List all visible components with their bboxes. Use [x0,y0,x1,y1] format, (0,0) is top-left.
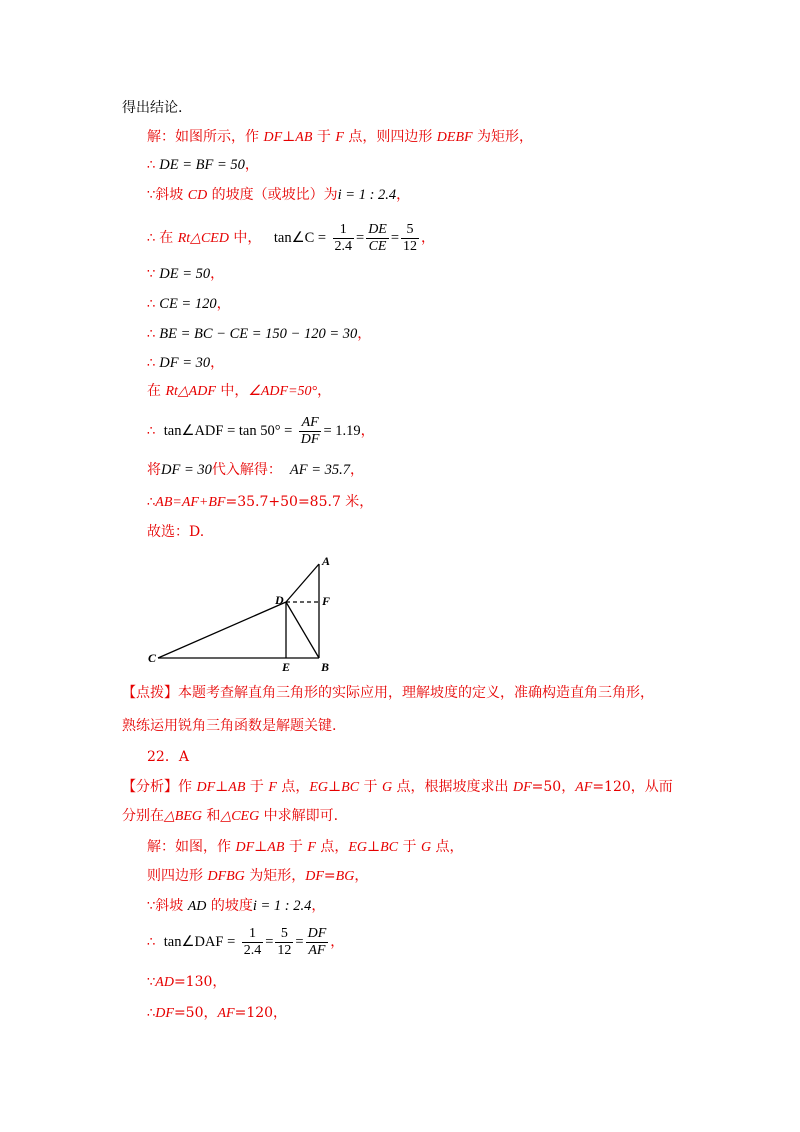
text: 于 [284,839,308,855]
remark-line [122,716,336,736]
fraction [306,926,329,959]
numerator: AF [299,415,322,432]
step-line-tan-adf [147,411,375,452]
text: 的坡度 [206,898,253,914]
equation: AF = 35.7 [289,462,350,478]
step-line [147,294,231,315]
therefore-symbol: ∴ [147,1006,156,1021]
text: 于 [312,129,336,145]
text: 于 [245,779,269,795]
denominator: 12 [277,942,292,958]
equals: = [265,934,274,950]
equation: CE = 120 [159,296,217,312]
step-line [147,353,224,374]
text: =35.7+50=85.7 米， [225,494,374,510]
text: 斜坡 [155,187,188,203]
therefore-symbol: ∴ [147,231,156,246]
step-line-tan-daf [147,922,344,963]
text: =120， [234,1005,288,1021]
math-var: AF [217,1006,235,1021]
equation: = 1.19 [323,423,361,439]
math-var: G [420,840,432,855]
step-line [147,492,373,513]
text: ， [311,898,326,914]
math-var: BC [341,780,360,795]
math-var: BC [380,840,399,855]
therefore-symbol: ∴ [147,356,156,371]
text: 解：如图，作 [147,839,236,855]
equation: tan∠C = [273,230,327,246]
equation: DE = BF = 50 [159,157,245,173]
text: 为矩形， [244,868,306,884]
because-symbol: ∵ [147,188,156,203]
math-var: AB=AF+BF [155,495,226,510]
text: ， [317,383,332,399]
solution-line [147,1003,287,1024]
segment-ad [286,564,319,602]
therefore-symbol: ∴ [147,158,156,173]
text: 点， [431,839,464,855]
because-symbol: ∵ [147,267,156,282]
step-line [147,155,259,176]
text: ， [210,266,225,282]
point-label-f: F [322,594,331,608]
text: 将 [147,462,161,478]
text: = [323,868,336,884]
equals: = [295,934,304,950]
text: =130， [173,974,227,990]
point-label-d: D [275,593,284,607]
tag-fenxi: 【分析】 [122,779,178,795]
text: 中求解即可. [259,808,339,824]
geometry-figure [140,552,340,674]
segment-cd [158,602,286,658]
denominator: 2.4 [243,942,262,958]
text: 在 [159,230,178,246]
text: 解：如图所示，作 [147,129,264,145]
text-line-conclusion [122,98,182,118]
numerator: 5 [401,222,419,239]
text: 中， [228,230,262,246]
text: ， [330,934,345,950]
text: ， [216,296,231,312]
perp-symbol: ⊥ [254,839,268,855]
math-var: DF [155,1006,174,1021]
text: ， [210,355,225,371]
equation: tan∠ADF = tan 50° = [163,423,293,439]
solution-line [147,866,368,887]
text: =50， [531,779,576,795]
denominator: AF [308,942,326,958]
text: ， [360,423,375,439]
denominator: DF [300,431,320,447]
math-var: F [268,780,277,795]
math-var: DF [513,780,532,795]
text: 本题考查解直角三角形的实际应用，理解坡度的定义，准确构造直角三角形， [178,685,654,701]
text: 点，则四边形 [343,129,437,145]
text: =120，从而 [592,779,673,795]
step-line-tan-c [147,218,435,259]
text: 点，根据坡度求出 [392,779,513,795]
text: 中， [215,383,249,399]
answer-line [147,522,204,542]
equals: = [390,230,400,246]
math-var: AB [267,840,285,855]
text: 则四边形 [147,868,208,884]
denominator: 2.4 [334,238,352,254]
therefore-symbol: ∴ [147,935,156,950]
solution-line [147,837,464,858]
therefore-symbol: ∴ [147,424,156,439]
denominator: CE [368,238,387,254]
math-var: DF [196,780,216,795]
fraction [242,926,264,959]
analysis-line [122,777,673,798]
fraction [299,415,322,448]
text: ， [396,187,411,203]
therefore-symbol: ∴ [147,495,156,510]
math-var: F [335,130,344,145]
equation: BE = BC − CE = 150 − 120 = 30 [159,326,358,342]
equation: tan∠DAF = [163,934,236,950]
step-line [147,324,371,345]
denominator: 12 [403,238,418,254]
therefore-symbol: ∴ [147,297,156,312]
perp-symbol: ⊥ [215,779,229,795]
equation: DF = 30 [159,355,211,371]
point-label-e: E [282,660,291,674]
text: 和 [201,808,221,824]
fraction [401,222,419,255]
numerator: 5 [275,926,293,943]
therefore-symbol: ∴ [147,327,156,342]
text: 得出结论. [122,100,183,116]
math-var: BG [335,869,355,884]
math-var: △CEG [220,809,260,824]
step-line [147,460,364,480]
text: 为矩形， [472,129,533,145]
point-label-b: B [321,660,330,674]
text: ， [357,326,372,342]
step-line [147,381,331,402]
text: 分别在 [122,808,164,824]
text: 于 [359,779,382,795]
step-line [147,185,410,206]
text: 于 [398,839,421,855]
math-var: EG [309,780,328,795]
question-number [147,747,189,767]
equation: i = 1 : 2.4 [252,898,312,914]
equation: i = 1 : 2.4 [337,187,397,203]
text: 的坡度（或坡比）为 [207,187,338,203]
text: 22．A [147,749,189,765]
text: 斜坡 [155,898,188,914]
fraction [366,222,389,255]
text: 故选：D. [147,524,205,540]
math-var: DF [263,130,283,145]
numerator: 1 [242,926,264,943]
math-var: AB [228,780,246,795]
numerator: DE [368,221,387,237]
solution-line [147,972,226,993]
math-var: AF [575,780,593,795]
math-var: DF [305,869,324,884]
math-var: DF [235,840,255,855]
text: ， [350,462,364,478]
equation: DE = 50 [159,266,211,282]
math-var: Rt△CED [177,231,229,246]
text: ， [421,230,436,246]
math-var: Rt△ADF [165,384,216,399]
point-label-a: A [322,554,331,568]
fraction [275,926,293,959]
math-var: △BEG [164,809,202,824]
perp-symbol: ⊥ [328,779,342,795]
math-var: ∠ADF=50° [248,384,318,399]
math-var: CD [187,188,208,203]
numerator: DF [307,925,327,941]
text: =50， [173,1005,218,1021]
text: 熟练运用锐角三角函数是解题关键. [122,718,337,734]
math-var: EG [348,840,367,855]
text: 代入解得： [211,462,282,478]
math-var: AD [155,975,174,990]
math-var: DEBF [436,130,473,145]
solution-intro-line [147,127,533,148]
text: ， [244,157,259,173]
perp-symbol: ⊥ [282,129,296,145]
equation: DF = 30 [161,462,212,478]
remark-line [122,683,654,703]
math-var: AD [187,899,207,914]
step-line [147,264,224,285]
fraction [333,222,355,255]
segment-db [286,602,319,658]
math-var: DFBG [207,869,245,884]
analysis-line [122,806,338,827]
text: 点， [276,779,310,795]
math-var: AB [295,130,313,145]
solution-line [147,896,325,917]
text: 在 [147,383,166,399]
equals: = [356,230,365,246]
math-var: F [307,840,316,855]
text: ， [354,868,369,884]
point-label-c: C [148,651,157,665]
numerator: 1 [333,222,355,239]
perp-symbol: ⊥ [367,839,381,855]
because-symbol: ∵ [147,899,156,914]
because-symbol: ∵ [147,975,156,990]
text: 作 [178,779,197,795]
text: 点， [315,839,349,855]
tag-dianbo: 【点拨】 [122,685,178,701]
math-var: G [381,780,393,795]
